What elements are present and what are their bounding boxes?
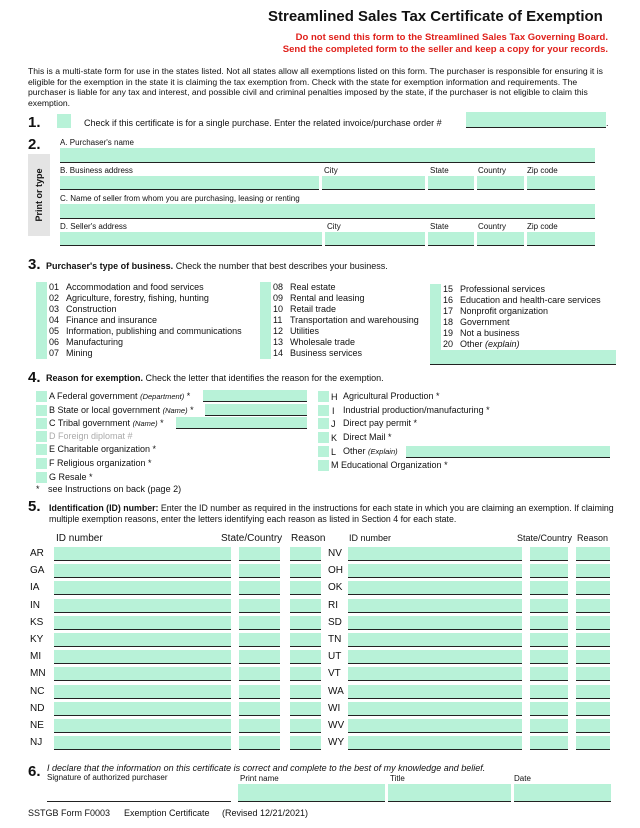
print-or-type-tab [28,154,50,236]
exemption-reason-heading [46,373,384,384]
state-id-number-input[interactable] [54,736,231,750]
reason-b-checkbox[interactable] [36,405,47,416]
state-id-number-input[interactable] [348,650,522,664]
business-type-checkbox-08[interactable] [260,282,271,293]
id-number-heading-bold: Identification (ID) number: [49,503,159,513]
state-id-number-input[interactable] [54,667,231,681]
footer-revised: (Revised 12/21/2021) [222,808,309,818]
business-type-code-04: 04 [49,315,60,325]
state-country-input[interactable] [530,667,568,681]
state-id-number-input[interactable] [348,736,522,750]
business-type-label-10: Retail trade [290,304,337,314]
business-type-checkbox-11[interactable] [260,315,271,326]
state-code-label: WI [328,703,341,714]
state-reason-input[interactable] [576,564,610,578]
state-id-number-input[interactable] [54,581,231,595]
reason-k-label: Direct Mail * [343,432,392,442]
business-type-label-08: Real estate [290,282,336,292]
state-country-input[interactable] [239,616,280,630]
state-code-label: OK [328,582,343,593]
state-reason-input[interactable] [576,702,610,716]
purchaser-name-label: A. Purchaser's name [60,138,135,147]
business-type-label-04: Finance and insurance [66,315,158,325]
state-code-label: WY [328,737,345,748]
reason-k-letter: K [331,433,338,443]
reason-a-star: * [186,391,191,401]
business-type-code-17: 17 [443,306,454,316]
state-code-label: ND [30,703,45,714]
reason-c-star: * [160,418,164,428]
reason-c-text: Tribal government [57,418,131,428]
state-id-number-input[interactable] [54,685,231,699]
business-type-code-08: 08 [273,282,284,292]
state-reason-input[interactable] [576,581,610,595]
seller-state-label: State [430,222,449,231]
business-type-checkbox-09[interactable] [260,293,271,304]
state-reason-input[interactable] [290,581,321,595]
state-country-input[interactable] [530,650,568,664]
state-id-number-input[interactable] [54,719,231,733]
business-type-checkbox-06[interactable] [36,337,47,348]
business-type-code-16: 16 [443,295,454,305]
business-type-label-15: Professional services [460,284,546,294]
seller-country-label: Country [478,222,507,231]
business-zip-input[interactable] [527,176,595,190]
state-reason-input[interactable] [290,719,321,733]
state-id-number-input[interactable] [54,547,231,561]
reason-i-letter: I [332,406,335,416]
business-type-checkbox-17[interactable] [430,306,441,317]
reason-l-text: Other [343,446,366,456]
business-type-checkbox-16[interactable] [430,295,441,306]
reason-b-paren: (Name) [162,406,188,415]
section-5-number: 5. [28,498,41,515]
reason-l-explain-input[interactable] [406,446,610,458]
business-type-code-10: 10 [273,304,284,314]
state-reason-input[interactable] [290,599,321,613]
section-4-number: 4. [28,369,41,386]
state-code-label: RI [328,600,338,611]
reason-j-letter: J [331,419,336,429]
reason-f-label: F Religious organization * [49,458,152,468]
state-country-input[interactable] [530,736,568,750]
state-reason-input[interactable] [576,736,610,750]
warning-line-1: Do not send this form to the Streamlined Sales Tax Governing Board. [295,32,608,43]
business-type-label-16: Education and health-care services [460,295,601,305]
signature-line[interactable] [47,801,231,802]
print-name-label: Print name [240,774,279,783]
state-id-number-input[interactable] [54,599,231,613]
business-address-input[interactable] [60,176,319,190]
business-type-code-13: 13 [273,337,284,347]
left-id-column-header: ID number [56,533,103,544]
state-code-label: IN [30,600,40,611]
business-type-label-13: Wholesale trade [290,337,356,347]
reason-b-name-input[interactable] [205,404,307,416]
seller-address-input[interactable] [60,232,322,246]
reason-b-label [49,405,194,416]
business-type-code-02: 02 [49,293,60,303]
business-type-code-05: 05 [49,326,60,336]
state-id-number-input[interactable] [348,581,522,595]
state-id-number-input[interactable] [348,702,522,716]
business-type-other-input[interactable] [430,350,616,365]
reason-g-checkbox[interactable] [36,472,47,483]
business-type-checkbox-10[interactable] [260,304,271,315]
reason-h-checkbox[interactable] [318,391,329,402]
business-type-code-12: 12 [273,326,284,336]
business-type-checkbox-02[interactable] [36,293,47,304]
state-id-number-input[interactable] [348,719,522,733]
business-type-code-18: 18 [443,317,454,327]
business-type-code-07: 07 [49,348,60,358]
business-type-code-14: 14 [273,348,284,358]
business-type-label-14: Business services [290,348,363,358]
reason-f-checkbox[interactable] [36,458,47,469]
reason-d-checkbox[interactable] [36,431,47,442]
state-country-input[interactable] [239,667,280,681]
single-purchase-checkbox[interactable] [57,114,71,128]
state-code-label: UT [328,651,342,662]
business-type-checkbox-13[interactable] [260,337,271,348]
right-state-column-header: State/Country [517,533,573,543]
business-type-heading-bold: Purchaser's type of business. [46,261,174,271]
state-code-label: MI [30,651,42,662]
state-country-input[interactable] [530,685,568,699]
business-type-other-label: Other [460,339,483,349]
state-reason-input[interactable] [576,547,610,561]
business-type-code-20: 20 [443,339,454,349]
section-6-number: 6. [28,763,41,780]
business-type-heading-rest: Check the number that best describes your business. [173,261,388,271]
reason-i-checkbox[interactable] [318,405,329,416]
state-code-label: TN [328,634,342,645]
reason-c-paren: (Name) [132,419,158,428]
reason-a-department-input[interactable] [203,390,307,402]
invoice-number-input[interactable] [466,112,606,128]
business-country-input[interactable] [477,176,524,190]
seller-name-label: C. Name of seller from whom you are purchasing, leasing or renting [60,194,300,203]
business-type-code-11: 11 [273,315,283,325]
state-id-number-input[interactable] [348,564,522,578]
seller-zip-input[interactable] [527,232,595,246]
print-or-type-label: Print or type [34,168,44,222]
state-country-input[interactable] [239,736,280,750]
business-type-code-06: 06 [49,337,60,347]
right-id-column-header: ID number [349,533,392,543]
state-country-input[interactable] [530,719,568,733]
reason-m-checkbox[interactable] [318,460,329,471]
state-country-input[interactable] [530,547,568,561]
reason-g-label: G Resale * [49,472,93,482]
business-address-label: B. Business address [60,166,133,175]
exemption-reason-heading-rest: Check the letter that identifies the reason for the exemption. [143,373,384,383]
state-code-label: OH [328,565,343,576]
state-reason-input[interactable] [290,685,321,699]
date-input[interactable] [514,784,611,802]
business-type-label-18: Government [460,317,510,327]
title-input[interactable] [388,784,511,802]
state-reason-input[interactable] [290,667,321,681]
reason-e-checkbox[interactable] [36,444,47,455]
seller-state-input[interactable] [428,232,474,246]
state-id-number-input[interactable] [54,616,231,630]
reason-a-text: A Federal government [49,391,138,401]
state-id-number-input[interactable] [348,547,522,561]
business-state-label: State [430,166,449,175]
signature-label: Signature of authorized purchaser [47,773,168,782]
business-type-label-11: Transportation and warehousing [290,315,419,325]
state-id-number-input[interactable] [348,616,522,630]
state-country-input[interactable] [239,650,280,664]
business-type-checkbox-15[interactable] [430,284,441,295]
state-reason-input[interactable] [576,650,610,664]
state-code-label: WA [328,686,344,697]
reason-l-letter: L [331,447,337,457]
state-reason-input[interactable] [576,633,610,647]
business-type-checkbox-18[interactable] [430,317,441,328]
footnote-text: see Instructions on back (page 2) [48,484,182,494]
state-country-input[interactable] [239,685,280,699]
print-name-input[interactable] [238,784,385,802]
id-number-heading-rest: Enter the ID number as required in the instructions for each state in which you are claiming an exemption. If claiming multiple exemption reasons, enter the letters identifying each reason as listed in Section 4 for each state. [49,503,614,524]
business-country-label: Country [478,166,507,175]
state-code-label: VT [328,668,341,679]
state-reason-input[interactable] [290,616,321,630]
state-code-label: IA [30,582,40,593]
business-type-label-02: Agriculture, forestry, fishing, hunting [66,293,209,303]
seller-zip-label: Zip code [527,222,558,231]
business-type-label-12: Utilities [290,326,320,336]
state-reason-input[interactable] [290,702,321,716]
reason-a-paren: (Department) [140,392,185,401]
business-type-label-17: Nonprofit organization [460,306,549,316]
business-type-label-01: Accommodation and food services [66,282,204,292]
reason-a-checkbox[interactable] [36,391,47,402]
state-code-label: WV [328,720,345,731]
business-type-checkbox-05[interactable] [36,326,47,337]
intro-paragraph: This is a multi-state form for use in the states listed. Not all states allow all exemptions listed on this form. The purchaser is responsible for ensuring it is eligible for the exemption in the state it is claiming the tax exemption from. Check with the state for exemption information and requirements. The purchaser is liable for any tax and interest, and possible civil and criminal penalties imposed by the state, if the purchaser is not eligible to claim this exemption. [28,66,603,108]
reason-l-label [343,446,398,457]
state-code-label: NE [30,720,44,731]
state-id-number-input[interactable] [54,633,231,647]
reason-j-checkbox[interactable] [318,418,329,429]
business-type-checkbox-07[interactable] [36,348,47,359]
state-country-input[interactable] [530,616,568,630]
business-type-checkbox-04[interactable] [36,315,47,326]
business-type-label-06: Manufacturing [66,337,124,347]
section-3-number: 3. [28,256,41,273]
state-country-input[interactable] [530,581,568,595]
state-reason-input[interactable] [290,547,321,561]
reason-i-label: Industrial production/manufacturing * [343,405,490,415]
business-type-code-15: 15 [443,284,454,294]
business-type-checkbox-12[interactable] [260,326,271,337]
purchaser-name-input[interactable] [60,148,595,163]
business-type-checkbox-20[interactable] [430,339,441,350]
state-code-label: AR [30,548,44,559]
state-reason-input[interactable] [290,564,321,578]
business-type-checkbox-14[interactable] [260,348,271,359]
state-id-number-input[interactable] [348,633,522,647]
state-country-input[interactable] [239,599,280,613]
state-code-label: KS [30,617,44,628]
business-type-explain-label: (explain) [485,339,520,349]
reason-c-letter: C [49,418,56,428]
state-code-label: NJ [30,737,43,748]
state-country-input[interactable] [239,719,280,733]
reason-m-label: M Educational Organization * [331,460,448,470]
reason-h-label: Agricultural Production * [343,391,440,401]
state-code-label: MN [30,668,46,679]
state-id-number-input[interactable] [54,564,231,578]
section-1-number: 1. [28,114,41,131]
state-id-number-input[interactable] [348,667,522,681]
state-reason-input[interactable] [576,616,610,630]
reason-d-label: D Foreign diplomat # [49,431,133,441]
left-reason-column-header: Reason [291,533,326,544]
seller-city-input[interactable] [325,232,425,246]
state-reason-input[interactable] [576,719,610,733]
business-state-input[interactable] [428,176,474,190]
business-type-label-05: Information, publishing and communications [66,326,242,336]
business-type-code-03: 03 [49,304,60,314]
business-type-checkbox-01[interactable] [36,282,47,293]
business-type-label-07: Mining [66,348,93,358]
reason-k-checkbox[interactable] [318,432,329,443]
reason-l-checkbox[interactable] [318,446,329,457]
footer-form-id: SSTGB Form F0003 [28,808,111,818]
id-number-heading [49,503,615,524]
seller-country-input[interactable] [477,232,524,246]
state-country-input[interactable] [530,599,568,613]
reason-a-label [49,391,190,402]
reason-e-label: E Charitable organization * [49,444,157,454]
business-type-label-03: Construction [66,304,117,314]
invoice-period: . [606,118,609,128]
exemption-reason-heading-bold: Reason for exemption. [46,373,144,383]
state-country-input[interactable] [239,564,280,578]
state-country-input[interactable] [239,547,280,561]
seller-address-label: D. Seller's address [60,222,127,231]
reason-c-checkbox[interactable] [36,418,47,429]
left-state-column-header: State/Country [221,533,283,544]
state-code-label: NC [30,686,45,697]
form-title: Streamlined Sales Tax Certificate of Exemption [268,8,603,25]
seller-name-input[interactable] [60,204,595,219]
business-type-code-01: 01 [49,282,60,292]
business-type-label-20 [460,339,520,350]
state-code-label: SD [328,617,342,628]
state-id-number-input[interactable] [54,650,231,664]
single-purchase-label: Check if this certificate is for a single purchase. Enter the related invoice/purchase order # [84,118,442,128]
state-code-label: KY [30,634,44,645]
footnote-star: * [36,484,40,494]
state-code-label: NV [328,548,342,559]
warning-line-2: Send the completed form to the seller and keep a copy for your records. [282,44,608,55]
section-2-number: 2. [28,136,41,153]
reason-l-paren: (Explain) [368,447,398,456]
reason-c-label [49,418,164,429]
state-country-input[interactable] [239,581,280,595]
state-country-input[interactable] [530,564,568,578]
reason-h-letter: H [331,392,338,402]
state-reason-input[interactable] [576,685,610,699]
business-city-label: City [324,166,338,175]
state-reason-input[interactable] [576,667,610,681]
state-id-number-input[interactable] [348,599,522,613]
state-reason-input[interactable] [290,633,321,647]
state-country-input[interactable] [239,633,280,647]
state-country-input[interactable] [239,702,280,716]
business-type-checkbox-19[interactable] [430,328,441,339]
date-label: Date [514,774,531,783]
state-country-input[interactable] [530,702,568,716]
reason-b-star: * [190,405,194,415]
footer-form-name: Exemption Certificate [124,808,210,818]
state-country-input[interactable] [530,633,568,647]
right-reason-column-header: Reason [577,533,609,543]
seller-city-label: City [327,222,341,231]
state-code-label: GA [30,565,45,576]
title-label: Title [390,774,405,783]
business-zip-label: Zip code [527,166,558,175]
business-type-checkbox-03[interactable] [36,304,47,315]
declaration-text: I declare that the information on this certificate is correct and complete to the best of my knowledge and belief. [47,763,486,773]
state-reason-input[interactable] [576,599,610,613]
reason-j-label: Direct pay permit * [343,418,418,428]
business-city-input[interactable] [322,176,425,190]
business-type-label-09: Rental and leasing [290,293,365,303]
reason-c-name-input[interactable] [176,417,307,429]
business-type-code-19: 19 [443,328,454,338]
reason-b-text: B State or local government [49,405,161,415]
state-id-number-input[interactable] [348,685,522,699]
business-type-label-19: Not a business [460,328,520,338]
business-type-code-09: 09 [273,293,284,303]
state-reason-input[interactable] [290,736,321,750]
business-type-heading [46,261,388,272]
state-reason-input[interactable] [290,650,321,664]
state-id-number-input[interactable] [54,702,231,716]
